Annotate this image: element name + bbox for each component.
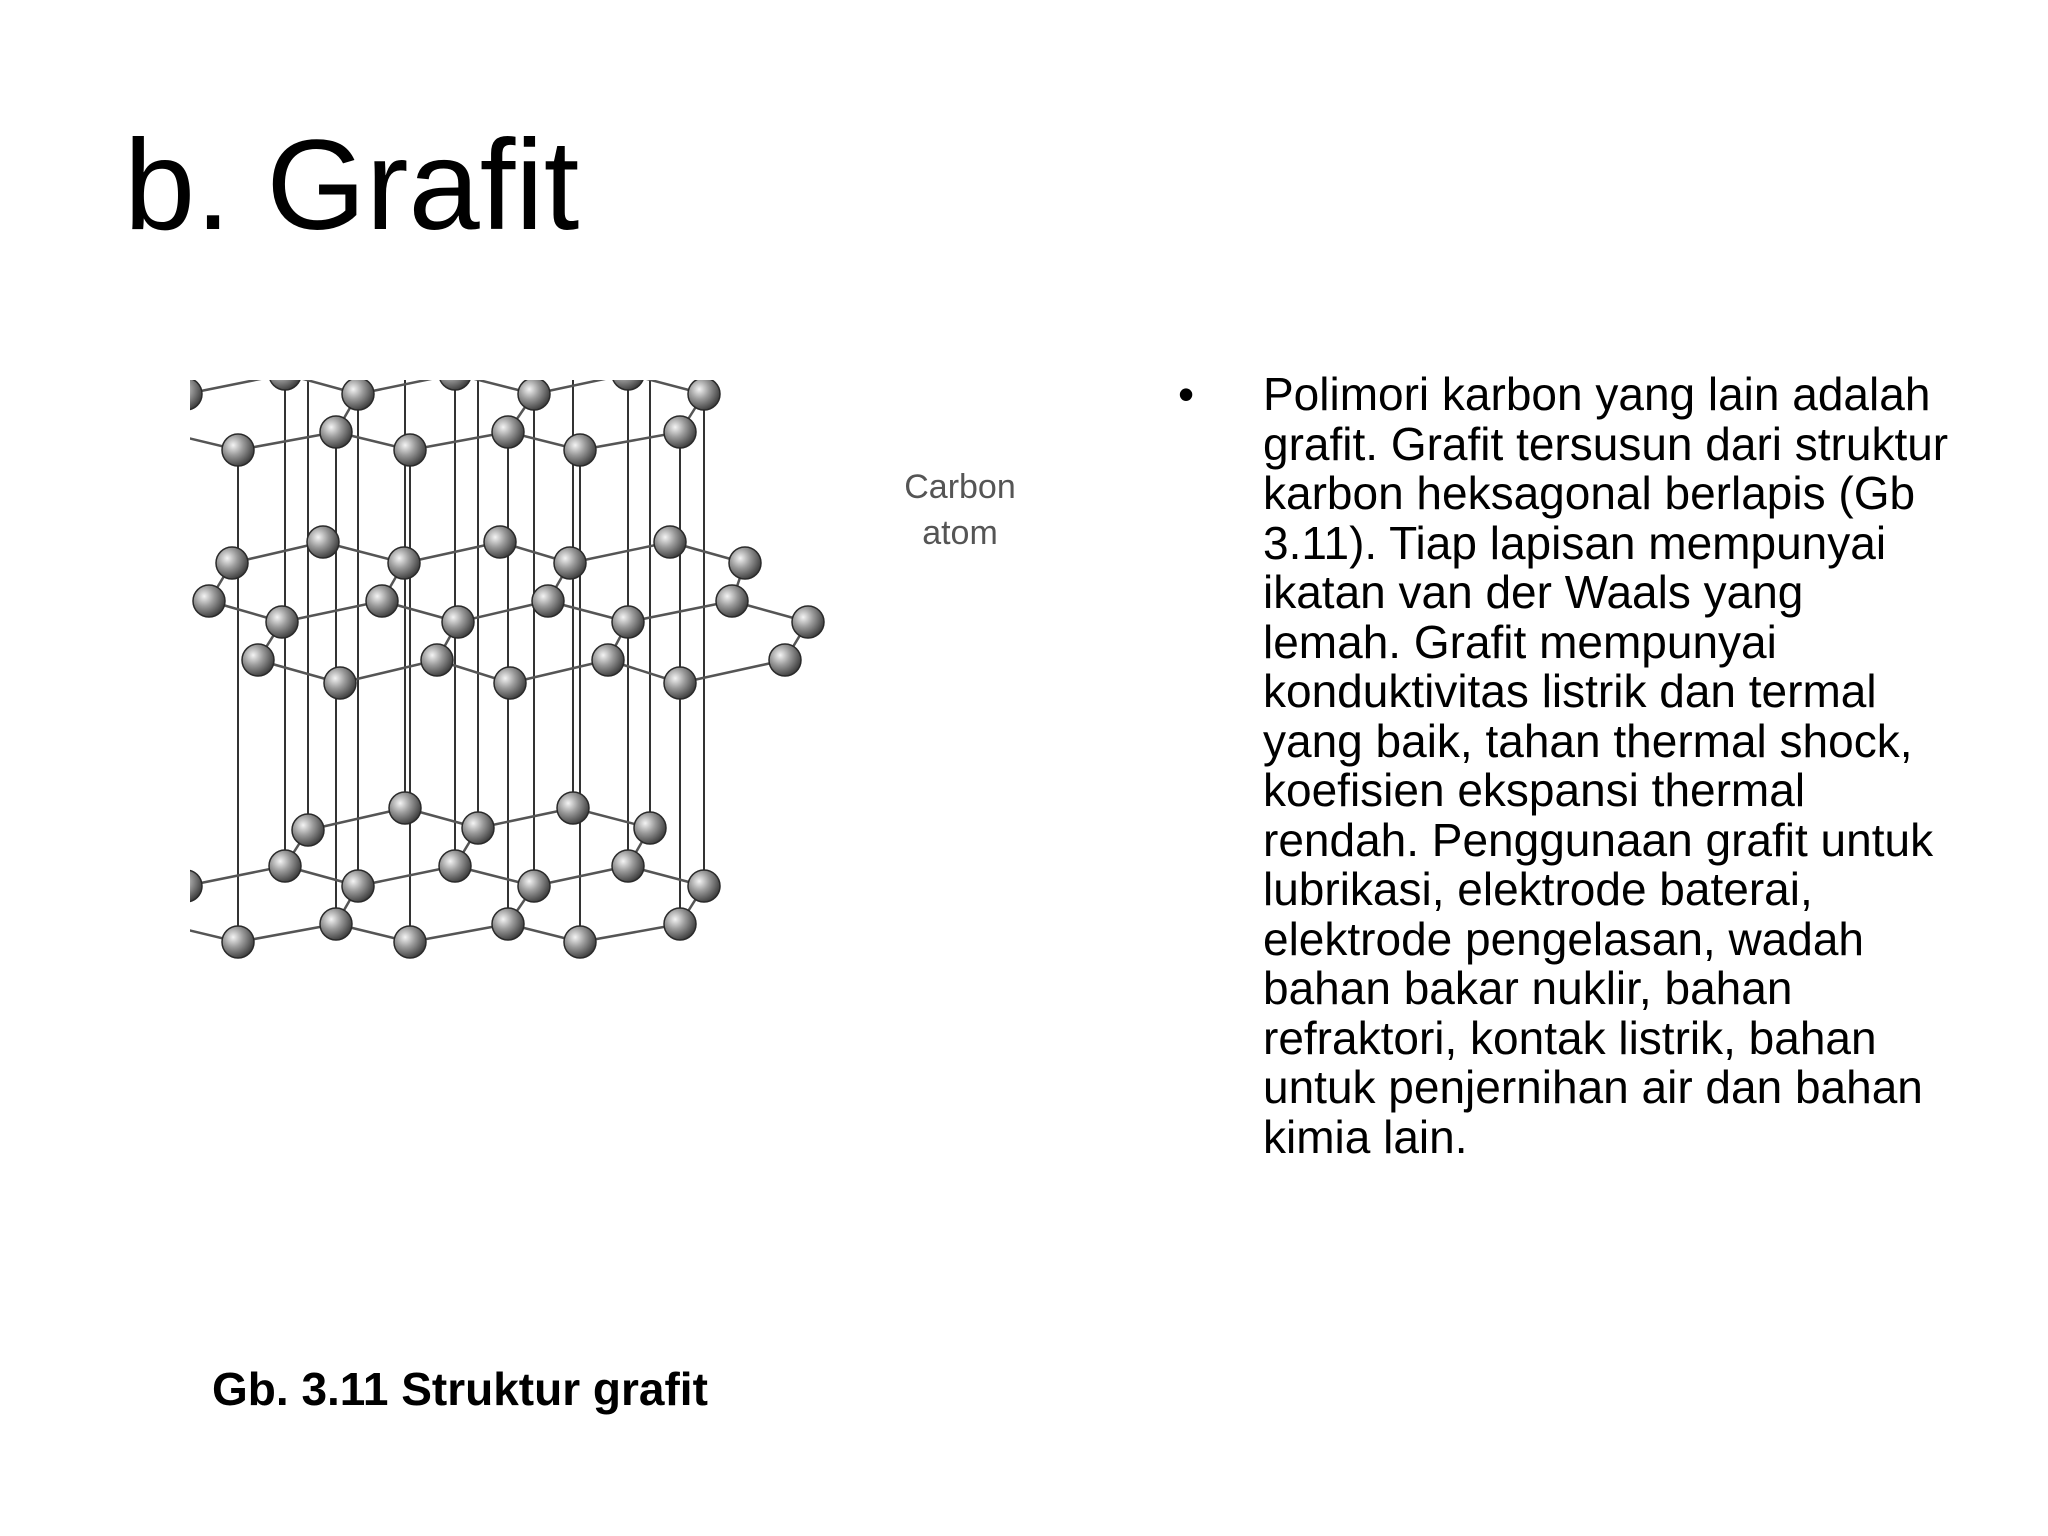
carbon-atom bbox=[729, 547, 761, 579]
carbon-atom bbox=[222, 926, 254, 958]
carbon-atom bbox=[612, 380, 644, 390]
carbon-atom bbox=[190, 380, 202, 410]
carbon-atom bbox=[688, 870, 720, 902]
carbon-atom bbox=[494, 667, 526, 699]
carbon-atom bbox=[320, 416, 352, 448]
carbon-atom bbox=[193, 585, 225, 617]
carbon-atom bbox=[612, 606, 644, 638]
carbon-atom bbox=[664, 908, 696, 940]
carbon-atom bbox=[664, 416, 696, 448]
carbon-atom bbox=[421, 644, 453, 676]
carbon-atom bbox=[292, 814, 324, 846]
graphite-structure-diagram bbox=[190, 380, 1090, 1280]
carbon-atom bbox=[654, 526, 686, 558]
carbon-atom bbox=[307, 526, 339, 558]
carbon-atom-label-line1: Carbon bbox=[904, 468, 1016, 506]
carbon-atom bbox=[389, 792, 421, 824]
carbon-atom-label-line2: atom bbox=[922, 514, 998, 552]
carbon-atom bbox=[518, 870, 550, 902]
figure-caption: Gb. 3.11 Struktur grafit bbox=[212, 1363, 708, 1415]
carbon-atom bbox=[664, 667, 696, 699]
carbon-atom bbox=[554, 547, 586, 579]
carbon-atom bbox=[324, 667, 356, 699]
carbon-atom bbox=[366, 585, 398, 617]
carbon-atom bbox=[394, 926, 426, 958]
carbon-atom bbox=[564, 434, 596, 466]
carbon-atom bbox=[564, 926, 596, 958]
carbon-atom bbox=[394, 434, 426, 466]
carbon-atom bbox=[462, 812, 494, 844]
carbon-atom bbox=[592, 644, 624, 676]
carbon-atom bbox=[342, 870, 374, 902]
carbon-atom bbox=[190, 870, 202, 902]
carbon-atom bbox=[439, 380, 471, 390]
carbon-atom bbox=[269, 380, 301, 390]
carbon-atom bbox=[242, 644, 274, 676]
carbon-atom bbox=[492, 908, 524, 940]
carbon-atom bbox=[439, 850, 471, 882]
carbon-atom bbox=[269, 850, 301, 882]
carbon-atom bbox=[716, 585, 748, 617]
carbon-atom bbox=[688, 380, 720, 410]
carbon-atom bbox=[792, 606, 824, 638]
carbon-atom bbox=[492, 416, 524, 448]
carbon-atom bbox=[769, 644, 801, 676]
carbon-atom bbox=[634, 812, 666, 844]
carbon-atom bbox=[484, 526, 516, 558]
carbon-atom bbox=[320, 908, 352, 940]
bullet-paragraph: Polimori karbon yang lain adalah grafit. Grafit tersusun dari struktur karbon heksagonal berlapis (Gb 3.11). Tiap lapisan mempunyai ikatan van der Waals yang lemah. Grafit mempunyai konduktivitas listrik dan termal yang baik, tahan thermal shock, koefisien ekspansi thermal rendah. Penggunaan grafit untuk lubrikasi, elektrode baterai, elektrode pengelasan, wadah bahan bakar nuklir, bahan refraktori, kontak listrik, bahan untuk penjernihan air dan bahan kimia lain. bbox=[1263, 368, 1949, 1163]
carbon-atom bbox=[342, 380, 374, 410]
carbon-atom bbox=[388, 547, 420, 579]
carbon-atom bbox=[442, 606, 474, 638]
bullet-marker: • bbox=[1178, 368, 1195, 420]
carbon-atom bbox=[612, 850, 644, 882]
carbon-atom bbox=[518, 380, 550, 410]
slide-title: b. Grafit bbox=[124, 114, 580, 257]
carbon-atom bbox=[216, 547, 248, 579]
carbon-atom bbox=[222, 434, 254, 466]
carbon-atom bbox=[532, 585, 564, 617]
carbon-atom bbox=[266, 606, 298, 638]
carbon-atom bbox=[557, 792, 589, 824]
